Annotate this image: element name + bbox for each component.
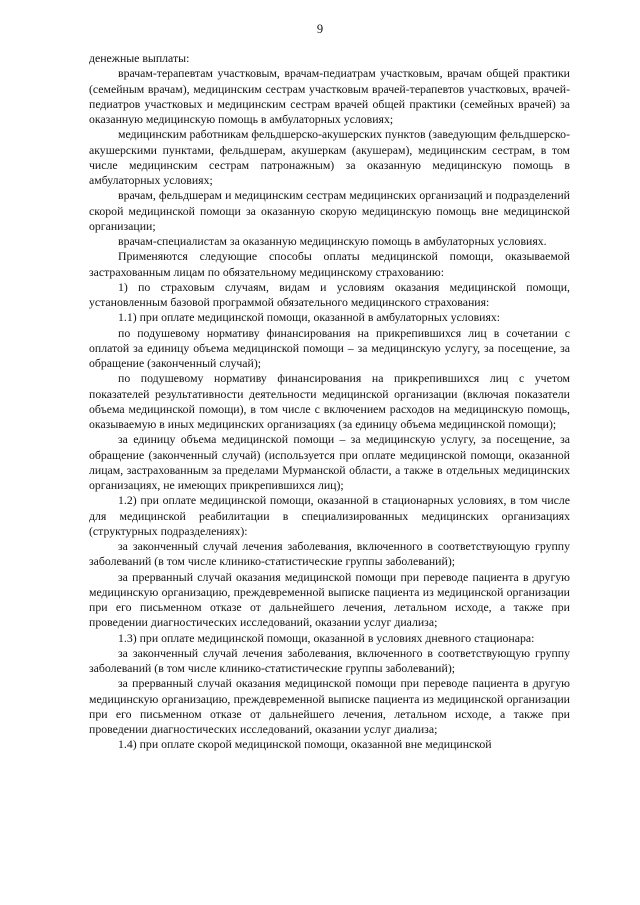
- body-text: [89, 51, 570, 753]
- paragraph: 1) по страховым случаям, видам и условиям оказания медицинской помощи, установленным базовой программой обязательного медицинского страхования:: [89, 279, 570, 309]
- paragraph: за прерванный случай оказания медицинской помощи при переводе пациента в другую медицинскую организацию, преждевременной выписке пациента из медицинской организации при его письменном отказе от дальнейшего лечения, летальном исходе, а также при проведении диагностических исследований, оказании услуг диализа;: [89, 676, 570, 736]
- paragraph: медицинским работникам фельдшерско-акушерских пунктов (заведующим фельдшерско-акушерскими пунктами, фельдшерам, акушеркам (акушерам), медицинским сестрам, в том числе медицинским сестрам патронажным) за оказанную медицинскую помощь в амбулаторных условиях;: [89, 127, 570, 187]
- paragraph: за единицу объема медицинской помощи – за медицинскую услугу, за посещение, за обращение (законченный случай) (используется при оплате медицинской помощи, оказанной лицам, застрахованным за пределами Мурманской области, а также в отдельных медицинских организациях, не имеющих прикрепившихся лиц);: [89, 432, 570, 492]
- paragraph: за прерванный случай оказания медицинской помощи при переводе пациента в другую медицинскую организацию, преждевременной выписке пациента из медицинской организации при его письменном отказе от дальнейшего лечения, летальном исходе, а также при проведении диагностических исследований, оказании услуг диализа;: [89, 569, 570, 630]
- page-number: 9: [316, 22, 324, 36]
- paragraph: за законченный случай лечения заболевания, включенного в соответствующую группу заболеваний (в том числе клинико-статистические группы заболеваний);: [89, 539, 570, 569]
- paragraph: денежные выплаты:: [89, 51, 190, 65]
- paragraph: по подушевому нормативу финансирования на прикрепившихся лиц с учетом показателей результативности деятельности медицинской организации (включая показатели объема медицинской помощи), в том числе с включением расходов на медицинскую помощь, оказываемую в иных медицинских организациях (за единицу объема медицинской помощи);: [89, 371, 570, 431]
- paragraph: Применяются следующие способы оплаты медицинской помощи, оказываемой застрахованным лицам по обязательному медицинскому страхованию:: [89, 249, 570, 279]
- paragraph: 1.4) при оплате скорой медицинской помощи, оказанной вне медицинской: [118, 737, 492, 752]
- paragraph: врачам-терапевтам участковым, врачам-педиатрам участковым, врачам общей практики (семейным врачам), медицинским сестрам участковым врачей-терапевтов участковых, врачей-педиатров участковых и медицинским сестрам врачей общей практики (семейных врачей) за оказанную медицинскую помощь в амбулаторных условиях;: [89, 66, 570, 126]
- paragraph: 1.3) при оплате медицинской помощи, оказанной в условиях дневного стационара:: [118, 630, 535, 645]
- paragraph: по подушевому нормативу финансирования на прикрепившихся лиц в сочетании с оплатой за единицу объема медицинской помощи – за медицинскую услугу, за посещение, за обращение (законченный случай);: [89, 325, 570, 370]
- paragraph: за законченный случай лечения заболевания, включенного в соответствующую группу заболеваний (в том числе клинико-статистические группы заболеваний);: [89, 645, 570, 675]
- paragraph: врачам-специалистам за оказанную медицинскую помощь в амбулаторных условиях.: [118, 234, 547, 248]
- paragraph: 1.2) при оплате медицинской помощи, оказанной в стационарных условиях, в том числе для медицинской реабилитации в специализированных медицинских организациях (структурных подразделениях):: [89, 493, 570, 538]
- paragraph: врачам, фельдшерам и медицинским сестрам медицинских организаций и подразделений скорой медицинской помощи за оказанную скорую медицинскую помощь вне медицинской организации;: [89, 188, 570, 233]
- paragraph: 1.1) при оплате медицинской помощи, оказанной в амбулаторных условиях:: [118, 310, 501, 325]
